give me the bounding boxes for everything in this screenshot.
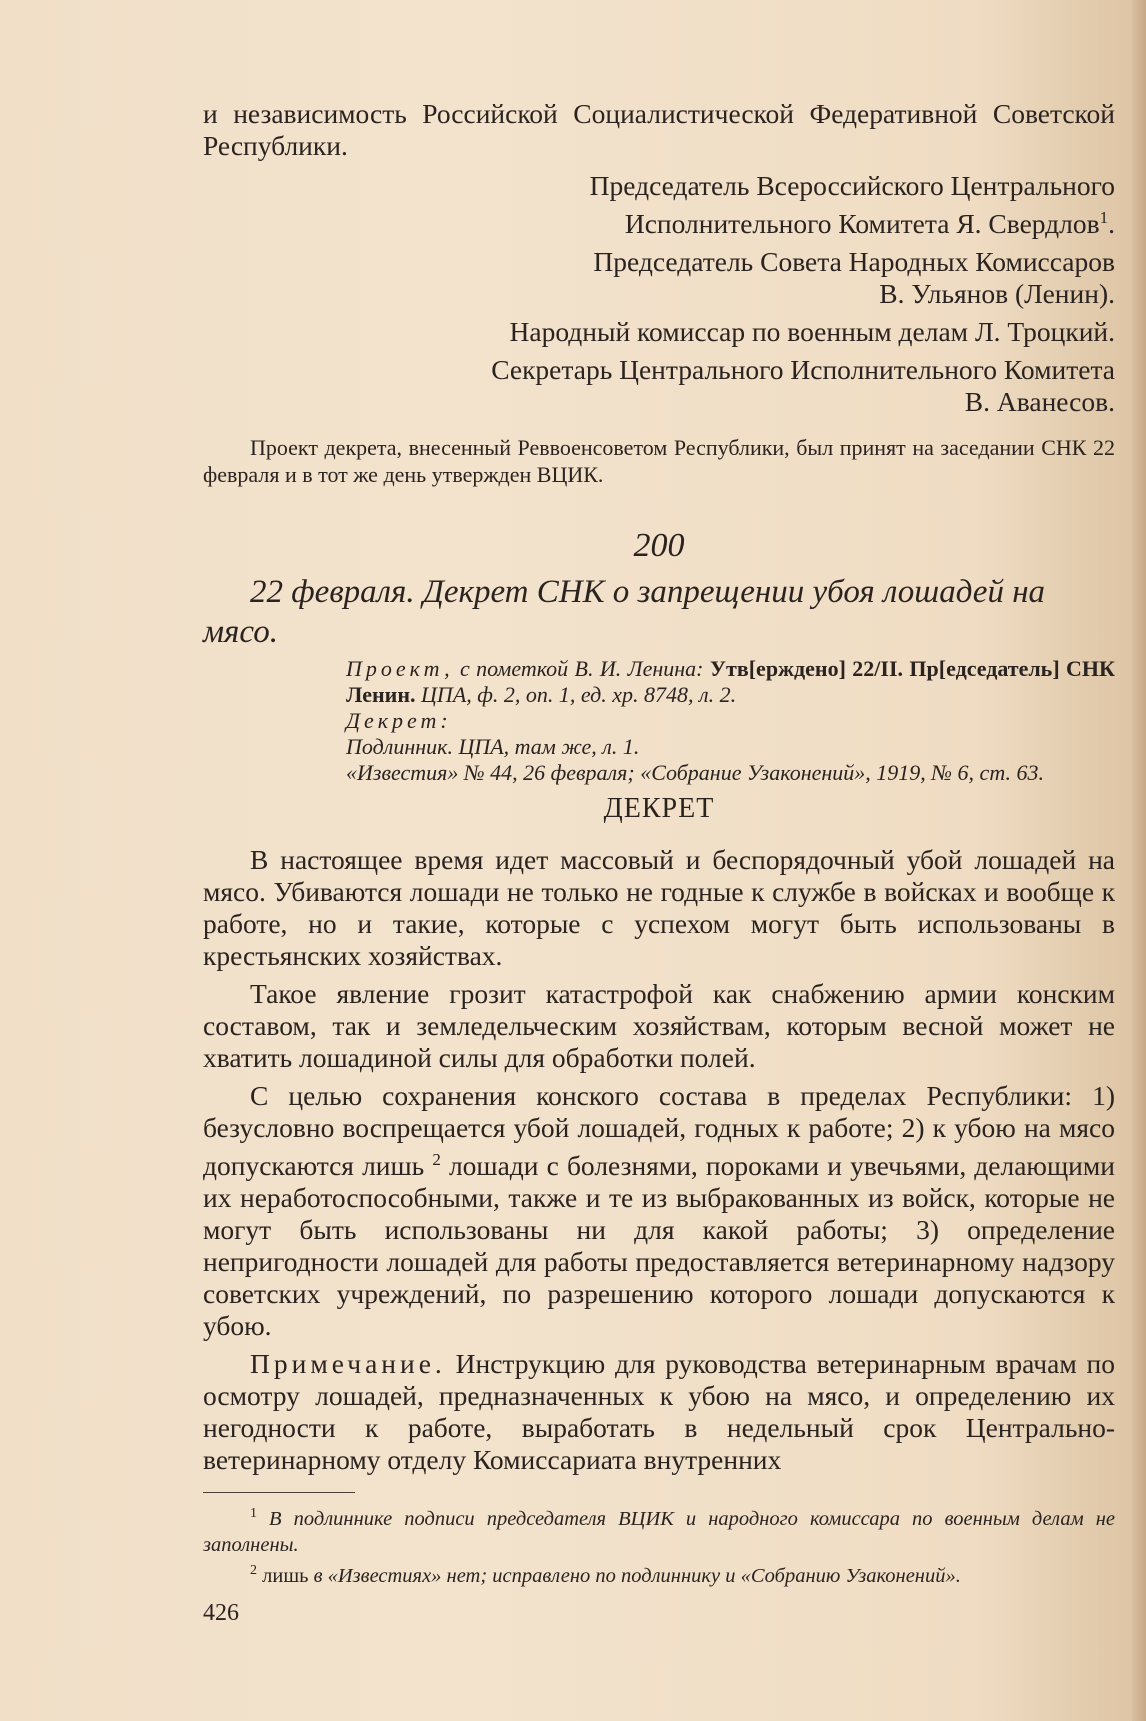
archive-ref: ЦПА, ф. 2, оп. 1, ед. хр. 8748, л. 2. bbox=[415, 682, 737, 708]
source-label: Проект, bbox=[346, 656, 454, 682]
continuation-text: и независимость Российской Социалистической Федеративной Советской Республики. bbox=[203, 98, 1115, 161]
signature-lenin bbox=[203, 246, 1115, 310]
sources-block bbox=[203, 656, 1115, 786]
footnote-number: 1 bbox=[250, 1506, 257, 1522]
footnote-text: в «Известиях» нет; исправлено по подлиннику и «Собранию Узаконений». bbox=[313, 1564, 961, 1587]
footnote-text: В подлиннике подписи председателя ВЦИК и народного комиссара по военным делам не заполнены. bbox=[203, 1508, 1115, 1557]
signature-line bbox=[203, 202, 1115, 240]
paragraph-1: В настоящее время идет массовый и беспорядочный убой лошадей на мясо. Убиваются лошади не только не годные к службе в войсках и вообще к работе, но и такие, которые с успехом могут быть использованы в крестьянских хозяйствах. bbox=[203, 844, 1115, 972]
page-number: 426 bbox=[203, 1600, 239, 1626]
footnote-2 bbox=[203, 1558, 1115, 1589]
signature-trotsky bbox=[203, 316, 1115, 348]
paragraph-3 bbox=[203, 1080, 1115, 1342]
signature-sverdlov bbox=[203, 170, 1115, 240]
signature-name: Исполнительного Комитета Я. Свердлов bbox=[624, 208, 1100, 240]
signature-line: Председатель Всероссийского Центрального bbox=[589, 170, 1115, 201]
paragraph-note bbox=[203, 1348, 1115, 1476]
source-draft bbox=[346, 656, 1115, 708]
paragraph-2: Такое явление грозит катастрофой как снабжению армии конским составом, так и земледельческим хозяйствам, которым весной может не хватить лошадиной силы для обработки полей. bbox=[203, 978, 1115, 1074]
lenin-annotation: Утв[ерждено] 22/II. Пр[едседатель] СНК Ленин. bbox=[346, 656, 1115, 708]
footnote-mark[interactable]: 1 bbox=[1099, 208, 1109, 227]
footnote-word: лишь bbox=[257, 1564, 314, 1587]
signature-line: Председатель Совета Народных Комиссаров bbox=[593, 246, 1115, 278]
paragraph-text: С целью сохранения конского состава в пределах Республики: 1) безусловно воспрещается убой лошадей, годных к работе; 2) к убою на мясо допускаются лишь bbox=[203, 1080, 1115, 1182]
signature-tail: . bbox=[1108, 208, 1115, 240]
footnote-1 bbox=[203, 1501, 1115, 1558]
editorial-note: Проект декрета, внесенный Реввоенсоветом Республики, был принят на заседании СНК 22 февраля и в тот же день утвержден ВЦИК. bbox=[203, 435, 1115, 488]
footnote-number: 2 bbox=[250, 1563, 257, 1579]
source-publication: «Известия» № 44, 26 февраля; «Собрание Узаконений», 1919, № 6, ст. 63. bbox=[346, 760, 1044, 786]
signature-name: В. Аванесов. bbox=[964, 386, 1115, 418]
document-number: 200 bbox=[633, 527, 685, 565]
signature-line: Секретарь Центрального Исполнительного Комитета bbox=[491, 354, 1115, 386]
paragraph-text: Инструкцию для руководства ветеринарным врачам по осмотру лошадей, предназначенных к убою на мясо, и определению их негодности к работе, выработать в недельный срок Центрально-ветеринарному отделу Комиссариата внутренних bbox=[203, 1348, 1115, 1476]
source-label: Декрет: bbox=[346, 708, 452, 734]
footnote-mark[interactable]: 2 bbox=[432, 1150, 441, 1170]
signature-line: Народный комиссар по военным делам Л. Троцкий. bbox=[509, 316, 1115, 348]
paragraph-text: лошади с болезнями, пороками и увечьями, делающими их неработоспособными, также и те из выбракованных из войск, которые не могут быть использованы ни для какой работы; 3) определение непригодности лошадей для работы предоставляется ветеринарному надзору советских учреждений, по разрешению которого лошади допускаются к убою. bbox=[203, 1150, 1115, 1342]
source-text: с пометкой В. И. Ленина: bbox=[453, 656, 710, 682]
source-original: Подлинник. ЦПА, там же, л. 1. bbox=[346, 734, 640, 760]
document-title: 22 февраля. Декрет СНК о запрещении убоя лошадей на мясо. bbox=[203, 574, 1046, 651]
decree-heading: ДЕКРЕТ bbox=[603, 793, 715, 825]
page-content bbox=[203, 98, 1115, 1589]
source-decree-label bbox=[346, 708, 1115, 734]
page-edge bbox=[1132, 0, 1146, 1721]
note-label: Примечание. bbox=[250, 1348, 446, 1380]
signature-name: В. Ульянов (Ленин). bbox=[879, 278, 1115, 310]
signature-avanesov bbox=[203, 354, 1115, 418]
